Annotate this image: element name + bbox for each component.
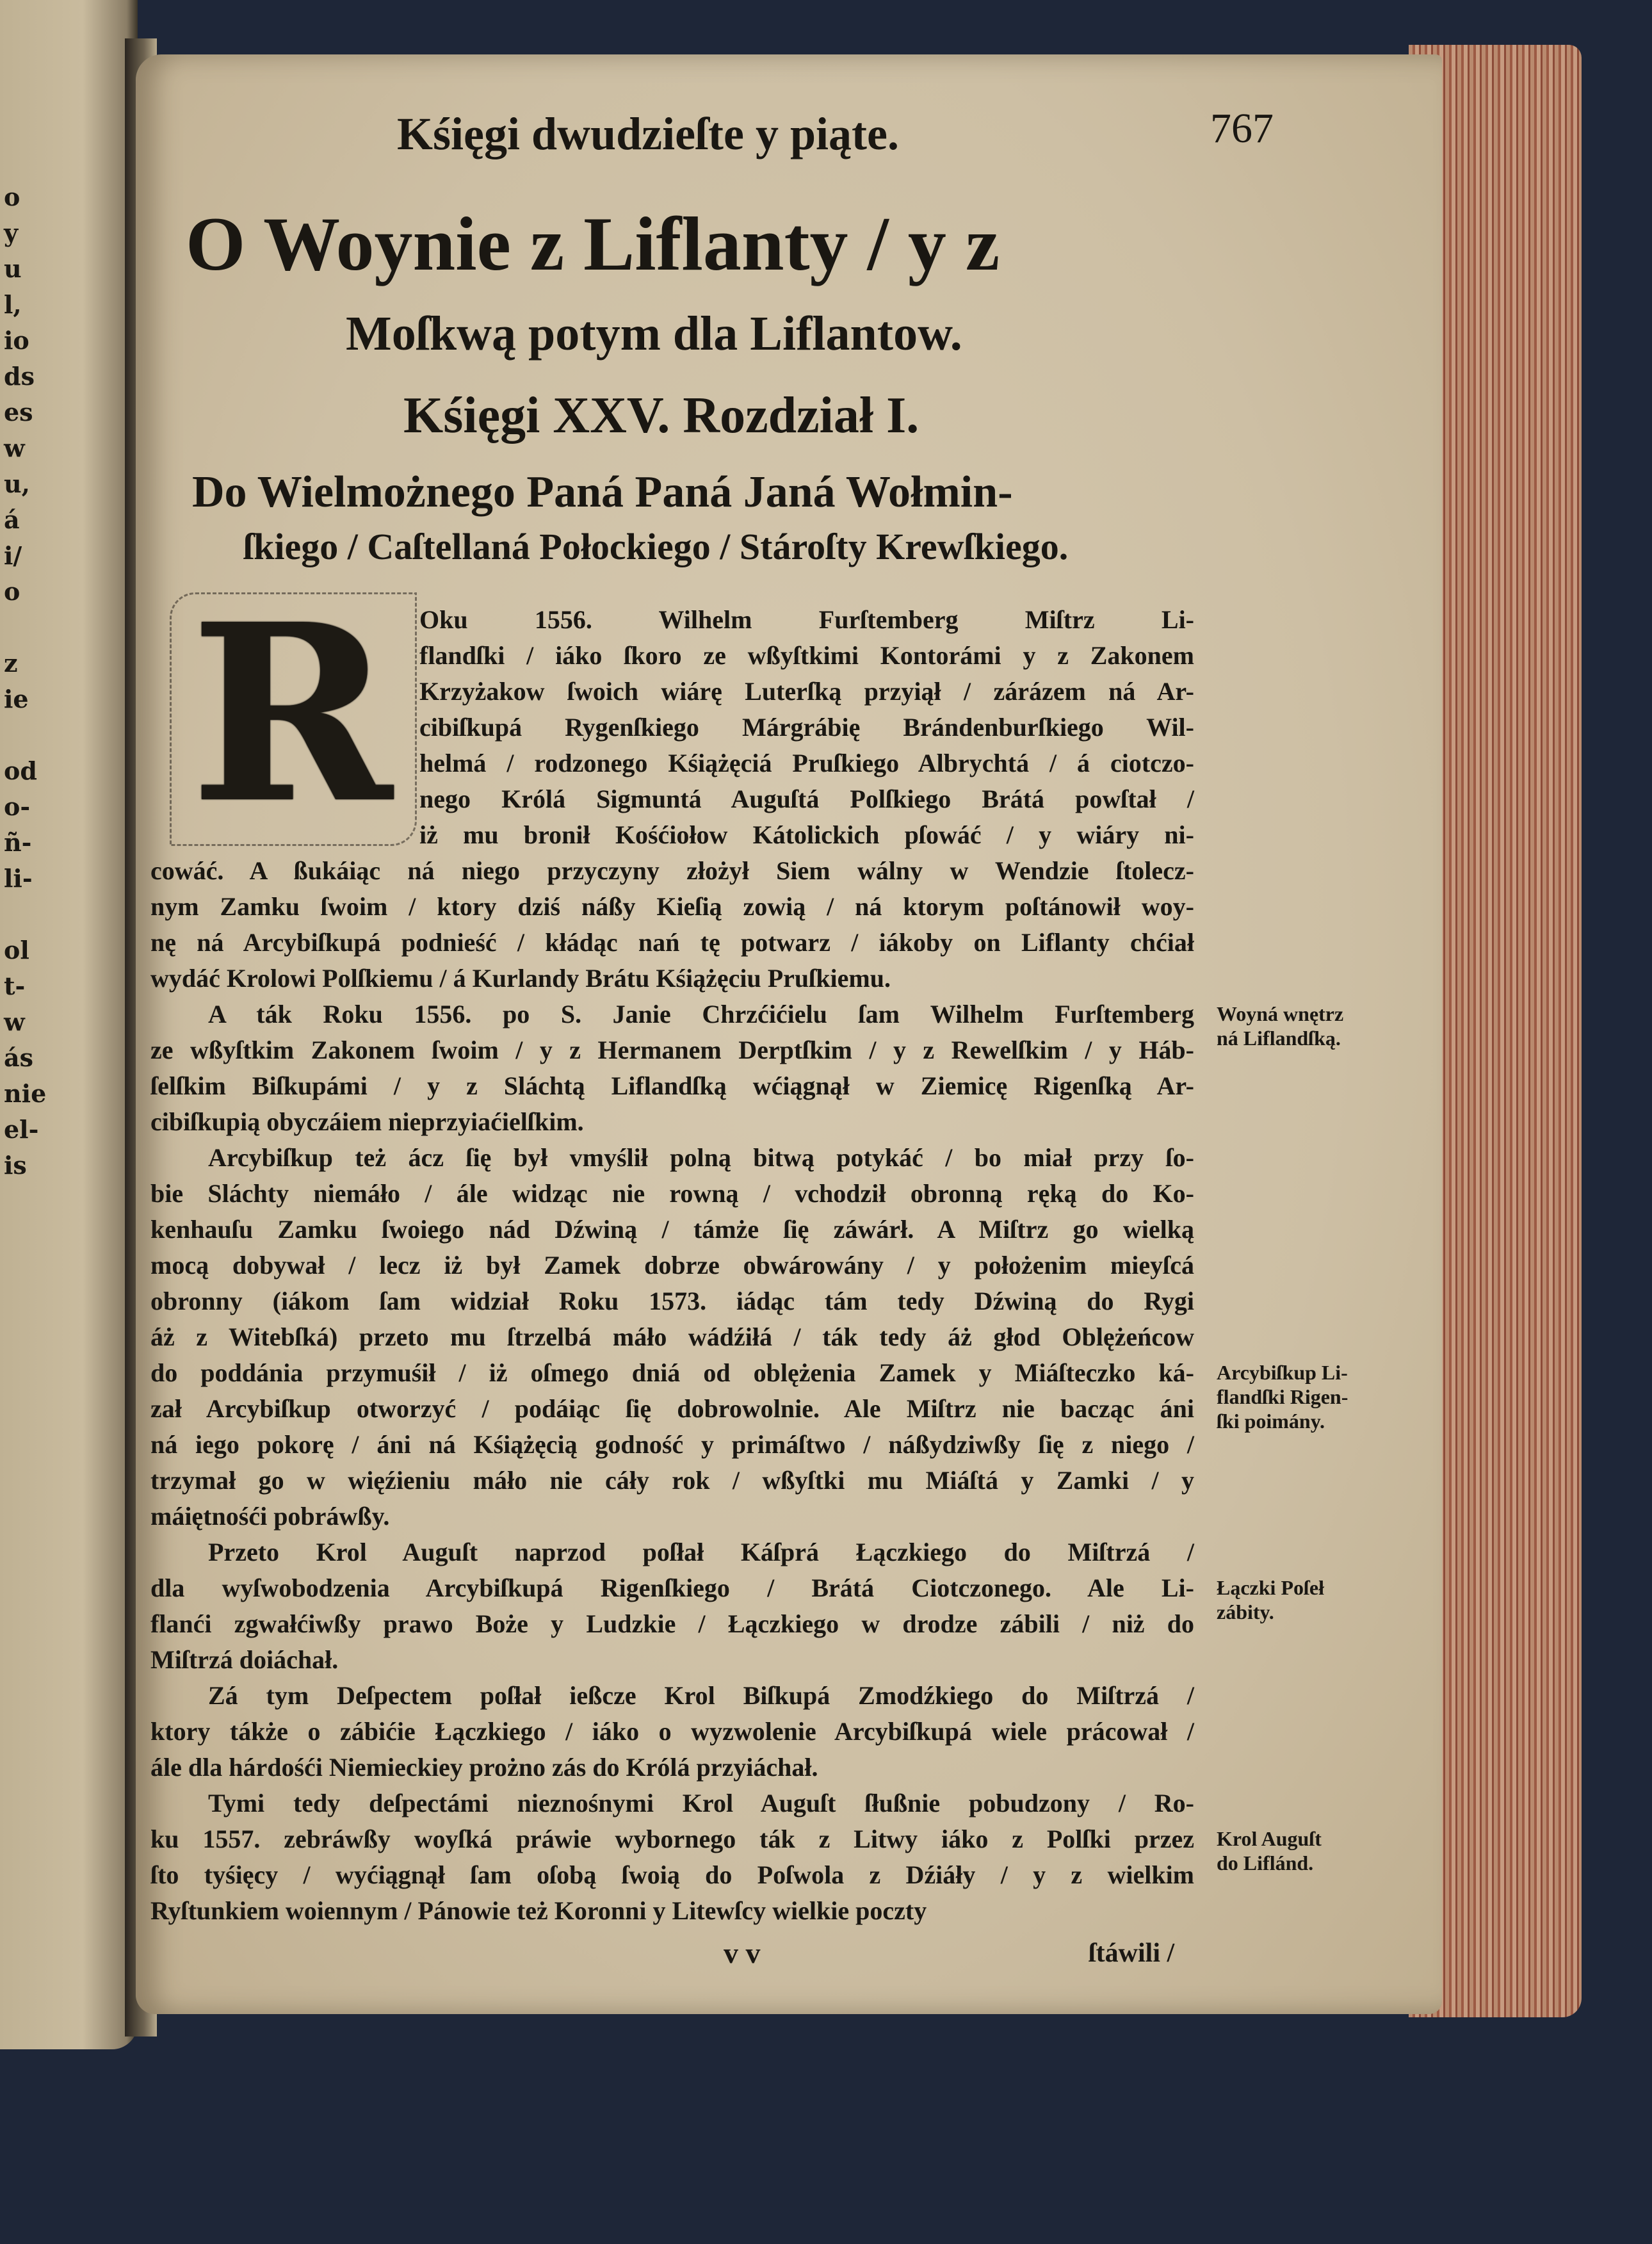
text-line: flandſki / iáko ſkoro ze wßyſtkimi Kontorámi y z Zakonem xyxy=(419,641,1194,670)
margin-note-line: ſki poimány. xyxy=(1217,1410,1325,1433)
text-line: máiętnośći pobráwßy. xyxy=(150,1502,390,1531)
left-page-fragment: es xyxy=(4,398,33,427)
text-line: kenhauſu Zamku ſwoiego nád Dźwiną / támże ſię záwárł. A Miſtrz go wielką xyxy=(150,1215,1194,1244)
text-line: Ryſtunkiem woiennym / Pánowie też Koronni y Litewſcy wielkie poczty xyxy=(150,1896,927,1925)
left-page-text-fragments xyxy=(4,179,46,1183)
left-page-fragment: ás xyxy=(4,1043,34,1072)
text-line: cibiſkupá Rygenſkiego Márgrábię Brándenburſkiego Wil- xyxy=(419,713,1194,742)
left-page-fragment: o xyxy=(4,577,20,606)
left-page-fragment: y xyxy=(4,218,19,247)
dedication-line-1: Do Wielmożnego Paná Paná Janá Wołmin- xyxy=(192,468,1013,517)
left-page-fragment: ñ- xyxy=(4,828,32,857)
left-page-fragment: á xyxy=(4,505,20,534)
margin-note-line: do Liflánd. xyxy=(1217,1851,1314,1874)
left-page-fragment: u xyxy=(4,254,22,283)
left-page-fragment: i/ xyxy=(4,541,22,570)
page-number: 767 xyxy=(1210,105,1274,152)
text-line: ku 1557. zebráwßy woyſká práwie wybornego ták z Litwy iáko z Polſki przez xyxy=(150,1825,1194,1853)
signature-mark: v v xyxy=(724,1937,761,1969)
chapter-title-line-1: O Woynie z Liflanty / y z xyxy=(186,201,1000,286)
left-page-fragment: io xyxy=(4,326,29,355)
margin-note-line: Arcybiſkup Li- xyxy=(1217,1361,1348,1384)
left-page-fragment: od xyxy=(4,756,37,785)
running-title: Kśięgi dwudzieſte y piąte. xyxy=(397,108,899,159)
text-line: ná iego pokorę / áni ná Kśiążęcią godność y primáſtwo / náßydziwßy ſię z niego / xyxy=(150,1430,1194,1459)
left-page-fragment: nie xyxy=(4,1079,47,1108)
margin-note-line: zábity. xyxy=(1217,1600,1274,1623)
text-line: trzymał go w więźieniu máło nie cáły rok / wßyſtki mu Miáſtá y Zamki / y xyxy=(150,1466,1194,1495)
left-page-fragment xyxy=(4,610,46,646)
margin-note xyxy=(1217,1002,1343,1050)
left-page-fragment xyxy=(4,897,46,932)
text-line: wydáć Krolowi Polſkiemu / á Kurlandy Brátu Kśiążęciu Pruſkiemu. xyxy=(150,964,891,993)
text-line: obronny (iákom ſam widział Roku 1573. iádąc tám tedy Dźwiną do Rygi xyxy=(150,1287,1194,1315)
book-chapter-heading: Kśięgi XXV. Rozdział I. xyxy=(403,387,919,444)
left-page-fragment: z xyxy=(4,649,18,678)
text-line: Tymi tedy deſpectámi nieznośnymi Krol Auguſt ſłußnie pobudzony / Ro- xyxy=(208,1789,1194,1817)
margin-note-line: flandſki Rigen- xyxy=(1217,1385,1348,1408)
margin-note xyxy=(1217,1826,1322,1875)
text-line: Oku 1556. Wilhelm Furſtemberg Miſtrz Li- xyxy=(419,605,1194,634)
text-line: cowáć. A ßukáiąc ná niego przyczyny złożył Siem wálny w Wendzie ſtolecz- xyxy=(150,856,1194,885)
text-line: Miſtrzá doiáchał. xyxy=(150,1645,339,1674)
margin-note xyxy=(1217,1575,1324,1624)
text-line: Zá tym Deſpectem poſłał ießcze Krol Biſkupá Zmodźkiego do Miſtrzá / xyxy=(208,1681,1194,1710)
text-line: dla wyſwobodzenia Arcybiſkupá Rigenſkiego / Brátá Ciotczonego. Ale Li- xyxy=(150,1573,1194,1602)
text-line: nego Królá Sigmuntá Auguſtá Polſkiego Brátá powſtał / xyxy=(419,785,1194,813)
left-page-fragment: w xyxy=(4,1007,25,1036)
left-page-fragment: el- xyxy=(4,1115,39,1144)
margin-note xyxy=(1217,1360,1348,1433)
drop-cap: R xyxy=(190,571,393,857)
catchword: ſtáwili / xyxy=(1089,1939,1175,1968)
text-line: iż mu bronił Kośćiołow Kátolickich pſowáć / y wiáry ni- xyxy=(419,820,1194,849)
text-line: ſelſkim Biſkupámi / y z Sláchtą Liflandſką wćiągnął w Ziemicę Rigenſką Ar- xyxy=(150,1071,1194,1100)
left-page-fragment: u, xyxy=(4,469,30,498)
left-page-fragment: is xyxy=(4,1151,27,1180)
text-line: mocą dobywał / lecz iż był Zamek dobrze obwárowány / y położenim mieyſcá xyxy=(150,1251,1194,1280)
text-line: cibiſkupią obyczáiem nieprzyiaćielſkim. xyxy=(150,1107,584,1136)
text-line: ále dla hárdośći Niemieckiey prożno zás do Królá przyiáchał. xyxy=(150,1753,818,1782)
margin-note-line: ná Liflandſką. xyxy=(1217,1027,1341,1050)
margin-note-line: Woyná wnętrz xyxy=(1217,1002,1344,1025)
left-page-fragment: o- xyxy=(4,792,31,821)
left-page-fragment: w xyxy=(4,434,25,462)
left-page-fragment: ie xyxy=(4,685,29,713)
text-line: Krzyżakow ſwoich wiárę Luterſką przyiął / zárázem ná Ar- xyxy=(419,677,1194,706)
text-line: Arcybiſkup też ácz ſię był vmyślił polną bitwą potykáć / bo miał przy ſo- xyxy=(208,1143,1194,1172)
text-line: do poddánia przymuśił / iż oſmego dniá od oblężenia Zamek y Miáſteczko ká- xyxy=(150,1358,1194,1387)
text-line: zał Arcybiſkup otworzyć / podáiąc ſię dobrowolnie. Ale Miſtrz nie bacząc áni xyxy=(150,1394,1194,1423)
text-line: áż z Witebſká) przeto mu ſtrzelbá máło wádźiłá / ták tedy áż głod Oblężeńcow xyxy=(150,1322,1194,1351)
chapter-title-line-2: Moſkwą potym dla Liflantow. xyxy=(346,307,962,361)
margin-note-line: Krol Auguſt xyxy=(1217,1827,1322,1850)
body-text xyxy=(150,602,1194,1929)
text-line: ktory tákże o zábićie Łączkiego / iáko o wyzwolenie Arcybiſkupá wiele prácował / xyxy=(150,1717,1194,1746)
left-page-fragment: ol xyxy=(4,936,29,964)
text-line: nym Zamku ſwoim / ktory dziś náßy Kieſią zowią / ná ktorym poſtánowił woy- xyxy=(150,892,1194,921)
text-line: helmá / rodzonego Kśiążęciá Pruſkiego Albrychtá / á ciotczo- xyxy=(419,749,1194,777)
text-line: ze wßyſtkim Zakonem ſwoim / y z Hermanem Derptſkim / y z Rewelſkim / y Háb- xyxy=(150,1036,1194,1064)
left-page-fragment: o xyxy=(4,183,20,211)
left-page-fragment xyxy=(4,717,46,753)
text-line: nę ná Arcybiſkupá podnieść / kłádąc nań tę potwarz / iákoby on Liflanty chćiał xyxy=(150,928,1194,957)
left-page-fragment: t- xyxy=(4,972,26,1000)
text-line: A ták Roku 1556. po S. Janie Chrzćićielu ſam Wilhelm Furſtemberg xyxy=(208,1000,1194,1028)
left-page xyxy=(0,0,138,2049)
text-line: ſto tyśięcy / wyćiągnął ſam oſobą ſwoią do Poſwola z Dźiáły / y z wielkim xyxy=(150,1860,1194,1889)
left-page-fragment: ds xyxy=(4,362,35,391)
left-page-fragment: li- xyxy=(4,864,33,893)
text-line: bie Sláchty niemáło / ále widząc nie rowną / vchodził obronną ręką do Ko- xyxy=(150,1179,1194,1208)
text-line: flanći zgwałćiwßy prawo Boże y Ludzkie / Łączkiego w drodze zábili / niż do xyxy=(150,1609,1194,1638)
margin-note-line: Łączki Poſeł xyxy=(1217,1576,1324,1599)
dedication-line-2: ſkiego / Caſtellaná Połockiego / Stároſty Krewſkiego. xyxy=(243,526,1069,567)
text-line: Przeto Krol Auguſt naprzod poſłał Káſprá Łączkiego do Miſtrzá / xyxy=(208,1538,1194,1566)
left-page-fragment: l, xyxy=(4,290,22,319)
